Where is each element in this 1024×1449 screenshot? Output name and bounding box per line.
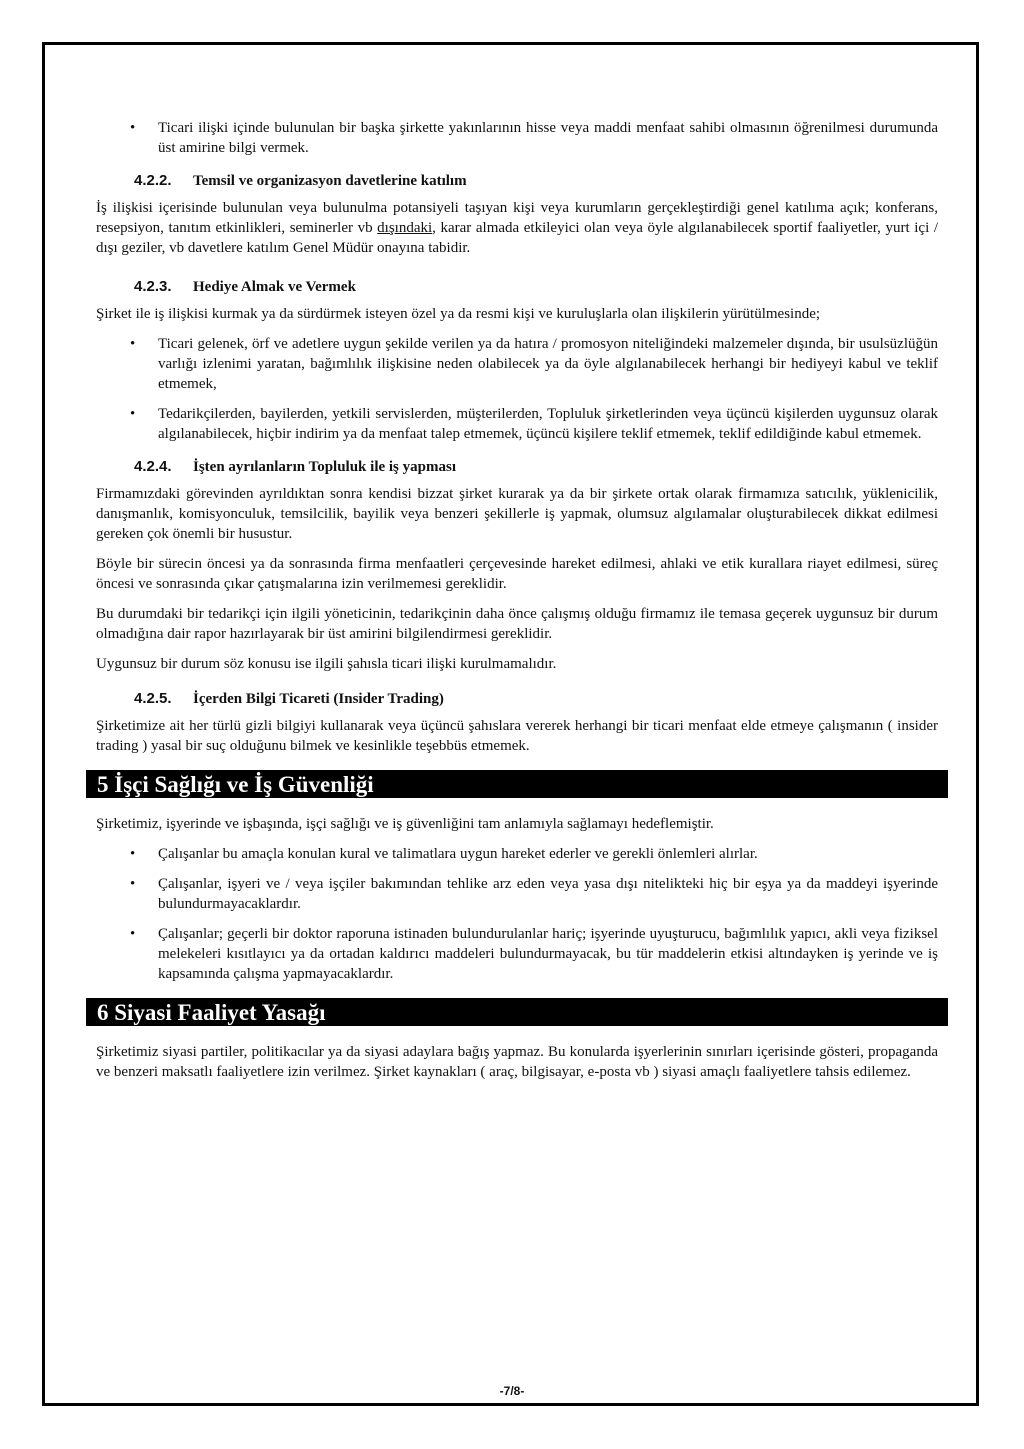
list-item: • Çalışanlar; geçerli bir doktor raporuna istinaden bulundurulanlar hariç; işyerinde uyuşturucu, bağımlılık yapıcı, akli veya fiziksel melekeleri kısıtlayıcı ya da ortadan kaldırıcı maddeleri bulundurmayacak, bu tür maddelerin etkisi altındayken iş yerinde ve iş kapsamında çalışma yapmayacaklardır. xyxy=(130,926,938,982)
underlined-word: dışındaki xyxy=(377,220,433,236)
paragraph: Böyle bir sürecin öncesi ya da sonrasında firma menfaatleri çerçevesinde hareket edilmesi, ahlaki ve etik kurallara riayet edilmesi, süreç öncesi ve sonrasında çıkar çatışmalarına izin verilmemesi gereklidir. xyxy=(96,556,938,592)
list-item: • Ticari ilişki içinde bulunulan bir başka şirkette yakınlarının hisse veya maddi menfaat sahibi olmasının öğrenilmesi durumunda üst amirine bilgi vermek. xyxy=(130,120,938,156)
section-number: 4.2.3. xyxy=(134,278,172,295)
section-title: İçerden Bilgi Ticareti (Insider Trading) xyxy=(193,691,444,707)
section-number: 4.2.5. xyxy=(134,690,172,707)
section-number: 4.2.4. xyxy=(134,458,172,475)
gift-rules-list xyxy=(96,334,938,444)
paragraph: İş ilişkisi içerisinde bulunulan veya bulunulma potansiyeli taşıyan kişi veya kurumların gerçekleştirdiği genel katılıma açık; konferans, resepsiyon, tanıtım etkinlikleri, seminerler vb dışındaki, karar almada etkileyici olan veya öyle algılanabilecek sportif faaliyetler, yurt içi / dışı geziler, vb davetlere katılım Genel Müdür onayına tabidir. xyxy=(96,200,938,256)
list-item: • Ticari gelenek, örf ve adetlere uygun şekilde verilen ya da hatıra / promosyon niteliğindeki malzemeler dışında, bir usulsüzlüğün varlığı izlenimi yaratan, bağımlılık ilişkisine neden olabilecek ya da öyle algılanabilecek herhangi bir hediyeyi kabul ve teklif etmemek, xyxy=(130,336,938,392)
bullet-icon: • xyxy=(130,846,136,862)
page-number: -7/8- xyxy=(499,1384,525,1398)
heading-4-2-4 xyxy=(96,458,938,476)
section-heading-6: 6 Siyasi Faaliyet Yasağı xyxy=(86,998,948,1026)
paragraph: Bu durumdaki bir tedarikçi için ilgili yöneticinin, tedarikçinin daha önce çalışmış olduğu firmamız ile temasa geçerek uygunsuz bir durum olmadığına dair rapor hazırlayarak bir üst amirini bilgilendirmesi gereklidir. xyxy=(96,606,938,642)
paragraph: Şirketimiz, işyerinde ve işbaşında, işçi sağlığı ve iş güvenliğini tam anlamıyla sağlamayı hedeflemiştir. xyxy=(96,816,714,832)
paragraph: Şirketimiz siyasi partiler, politikacılar ya da siyasi adaylara bağış yapmaz. Bu konularda işyerlerinin sınırları içerisinde gösteri, propaganda ve benzeri maksatlı faaliyetlere izin verilmez. Şirket kaynakları ( araç, bilgisayar, e-posta vb ) siyasi amaçlı faaliyetlere tahsis edilemez. xyxy=(96,1044,938,1080)
paragraph: Firmamızdaki görevinden ayrıldıktan sonra kendisi bizzat şirket kurarak ya da bir şirkete ortak olarak firmamıza satıcılık, yüklenicilik, danışmanlık, komisyonculuk, temsilcilik, bayilik veya benzeri şekillerle iş yapmak, olumsuz algılamalar oluşturabilecek dikkat edilmesi gereken çok önemli bir husustur. xyxy=(96,486,938,542)
document-body xyxy=(96,118,938,1092)
bullet-icon: • xyxy=(130,120,136,136)
section-title: Temsil ve organizasyon davetlerine katılım xyxy=(193,173,467,189)
list-item: • Çalışanlar, işyeri ve / veya işçiler bakımından tehlike arz eden veya yasa dışı nitelikteki hiç bir eşya ya da maddeyi işyerinde bulundurmayacaklardır. xyxy=(130,876,938,912)
top-bullet-list xyxy=(96,118,938,158)
section-title: İşten ayrılanların Topluluk ile iş yapması xyxy=(193,459,456,475)
heading-4-2-2 xyxy=(96,172,938,190)
list-item: • Çalışanlar bu amaçla konulan kural ve talimatlara uygun hareket ederler ve gerekli önlemleri alırlar. xyxy=(130,846,758,862)
bullet-icon: • xyxy=(130,406,136,422)
section-title: Hediye Almak ve Vermek xyxy=(193,279,356,295)
paragraph: Şirketimize ait her türlü gizli bilgiyi kullanarak veya üçüncü şahıslara vererek herhangi bir ticari menfaat elde etmeye çalışmanın ( insider trading ) yasal bir suç olduğunu bilmek ve kesinlikle teşebbüs etmemek. xyxy=(96,718,938,754)
bullet-icon: • xyxy=(130,336,136,352)
safety-rules-list xyxy=(96,844,938,984)
heading-4-2-5 xyxy=(96,690,938,708)
bullet-icon: • xyxy=(130,876,136,892)
bullet-icon: • xyxy=(130,926,136,942)
paragraph: Uygunsuz bir durum söz konusu ise ilgili şahısla ticari ilişki kurulmamalıdır. xyxy=(96,656,557,672)
section-number: 4.2.2. xyxy=(134,172,172,189)
list-item: • Tedarikçilerden, bayilerden, yetkili servislerden, müşterilerden, Topluluk şirketlerinden veya üçüncü kişilerden uygunsuz olarak algılanabilecek, hiçbir indirim ya da menfaat talep etmemek, üçüncü kişilere teklif etmemek, teklif edildiğinde kabul etmemek. xyxy=(130,406,938,442)
section-heading-5: 5 İşçi Sağlığı ve İş Güvenliği xyxy=(86,770,948,798)
paragraph: Şirket ile iş ilişkisi kurmak ya da sürdürmek isteyen özel ya da resmi kişi ve kuruluşlarla olan ilişkilerin yürütülmesinde; xyxy=(96,306,821,322)
heading-4-2-3 xyxy=(96,278,938,296)
